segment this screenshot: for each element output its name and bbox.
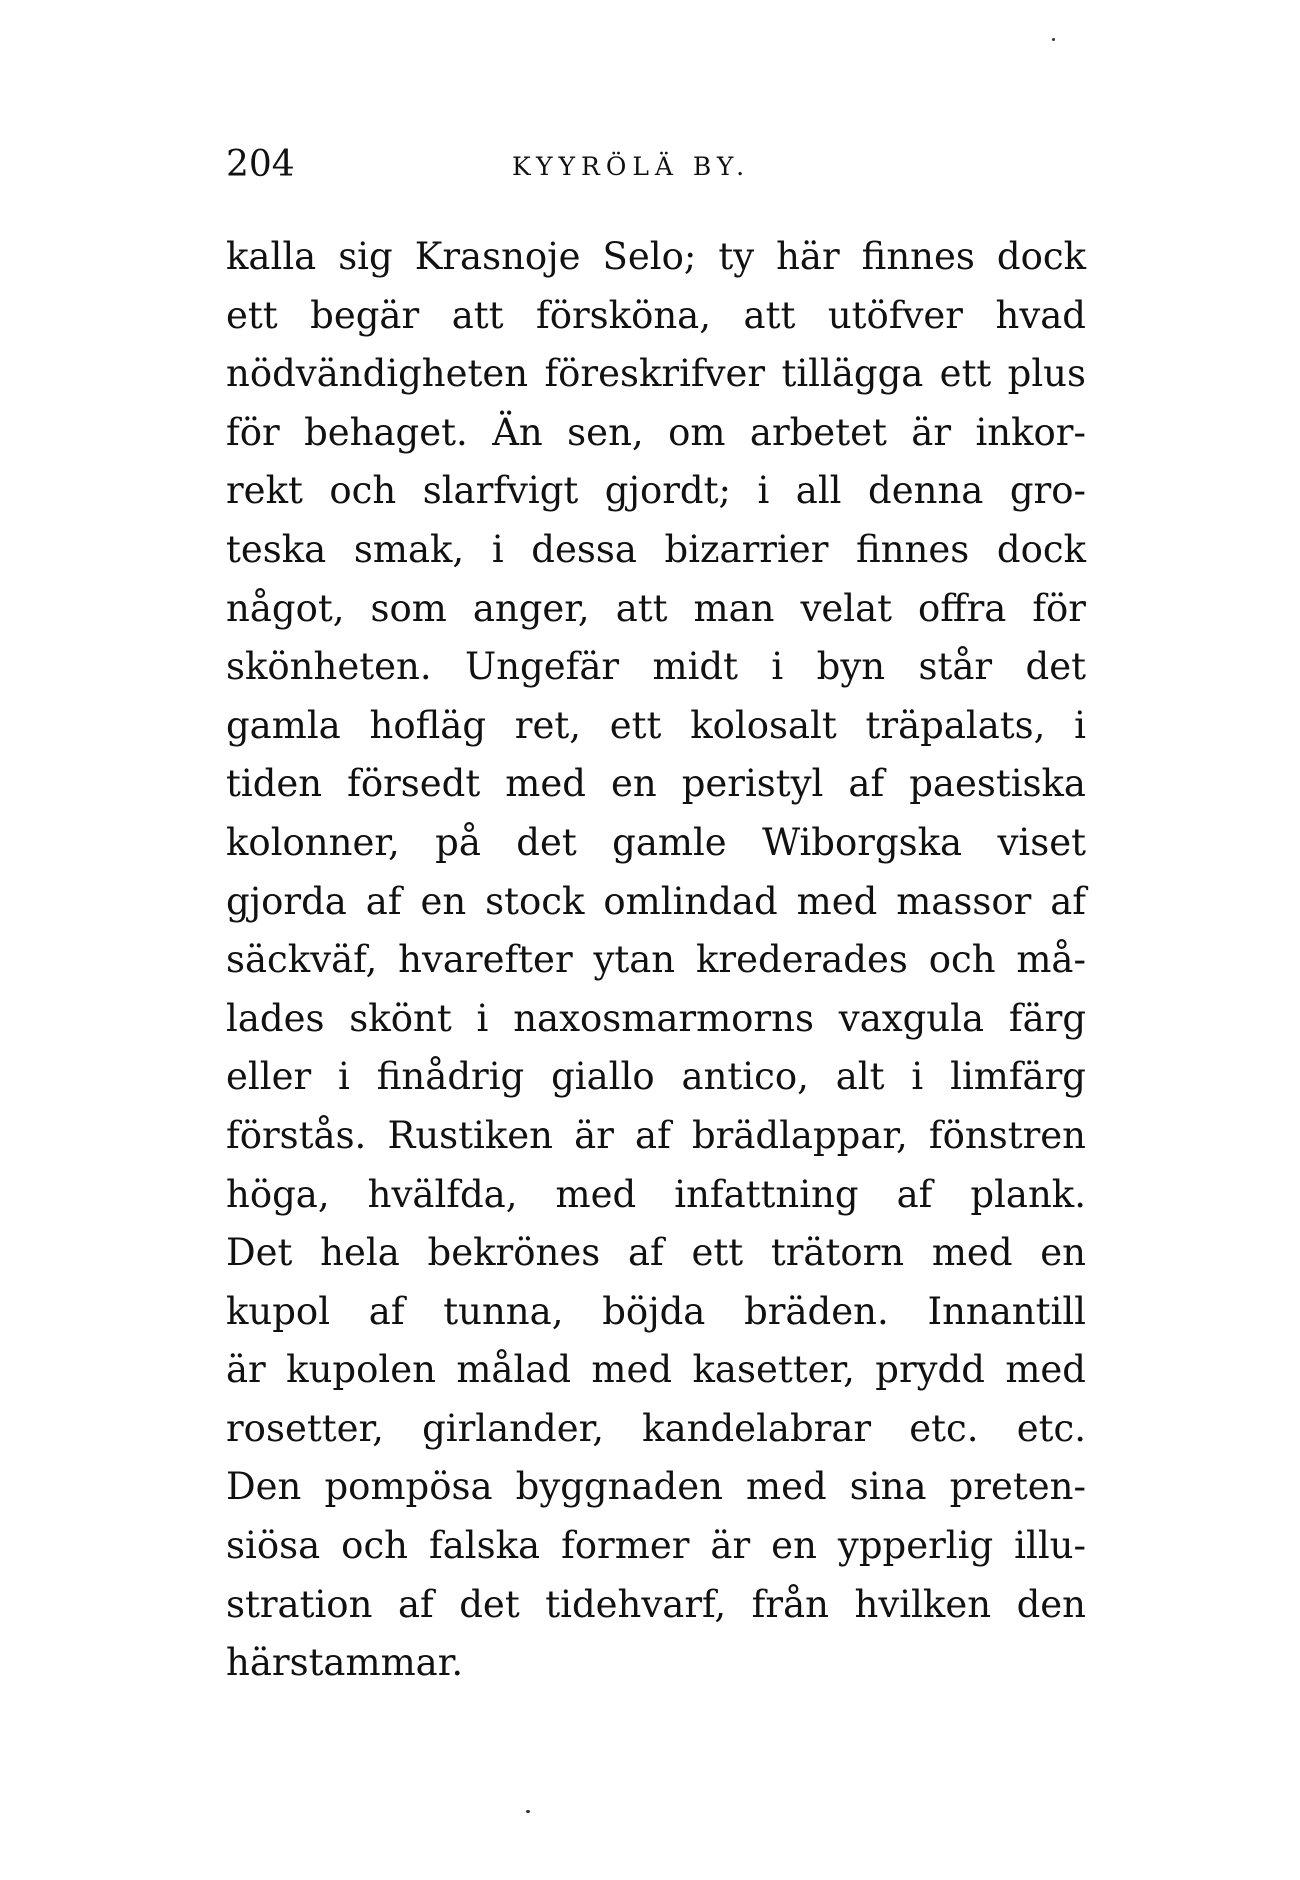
text-line: Den pompösa byggnaden med sina preten-	[226, 1465, 1086, 1509]
text-line: kupol af tunna, böjda bräden. Innantill	[226, 1289, 1086, 1333]
text-line: gjorda af en stock omlindad med massor af	[226, 879, 1086, 923]
text-line: härstammar.	[226, 1641, 464, 1685]
text-line: för behaget. Än sen, om arbetet är inkor-	[226, 410, 1086, 454]
text-line: förstås. Rustiken är af brädlappar, fönstren	[226, 1113, 1086, 1157]
running-title: KYYRÖLÄ BY.	[512, 152, 751, 181]
text-line: lades skönt i naxosmarmorns vaxgula färg	[226, 996, 1086, 1040]
text-line: Det hela bekrönes af ett trätorn med en	[226, 1231, 1086, 1275]
page-number: 204	[226, 144, 295, 185]
text-line: teska smak, i dessa bizarrier finnes dock	[226, 527, 1086, 571]
text-line: höga, hvälfda, med infattning af plank.	[226, 1172, 1086, 1216]
text-line: nödvändigheten föreskrifver tillägga ett plus	[226, 352, 1086, 396]
text-line: säckväf, hvarefter ytan krederades och må-	[226, 938, 1086, 982]
text-line: kalla sig Krasnoje Selo; ty här finnes dock	[226, 235, 1086, 278]
text-line: ett begär att försköna, att utöfver hvad	[226, 293, 1086, 337]
text-line: siösa och falska former är en ypperlig illu-	[226, 1524, 1086, 1568]
text-line: eller i finådrig giallo antico, alt i limfärg	[226, 1055, 1086, 1099]
text-line: är kupolen målad med kasetter, prydd med	[226, 1348, 1086, 1392]
text-line: gamla hofläg ret, ett kolosalt träpalats, i	[226, 703, 1086, 747]
running-head	[226, 140, 1086, 190]
text-line: skönheten. Ungefär midt i byn står det	[226, 645, 1086, 689]
text-line: stration af det tidehvarf, från hvilken den	[226, 1582, 1086, 1626]
ink-speck	[526, 1810, 530, 1813]
text-line: rosetter, girlander, kandelabrar etc. etc.	[226, 1406, 1086, 1450]
text-line: tiden försedt med en peristyl af paestiska	[226, 762, 1086, 806]
text-line: rekt och slarfvigt gjordt; i all denna gro-	[226, 469, 1086, 513]
text-line: kolonner, på det gamle Wiborgska viset	[226, 820, 1086, 864]
body-text	[226, 228, 1086, 1693]
ink-speck	[1052, 38, 1055, 41]
text-line: något, som anger, att man velat offra för	[226, 586, 1086, 630]
